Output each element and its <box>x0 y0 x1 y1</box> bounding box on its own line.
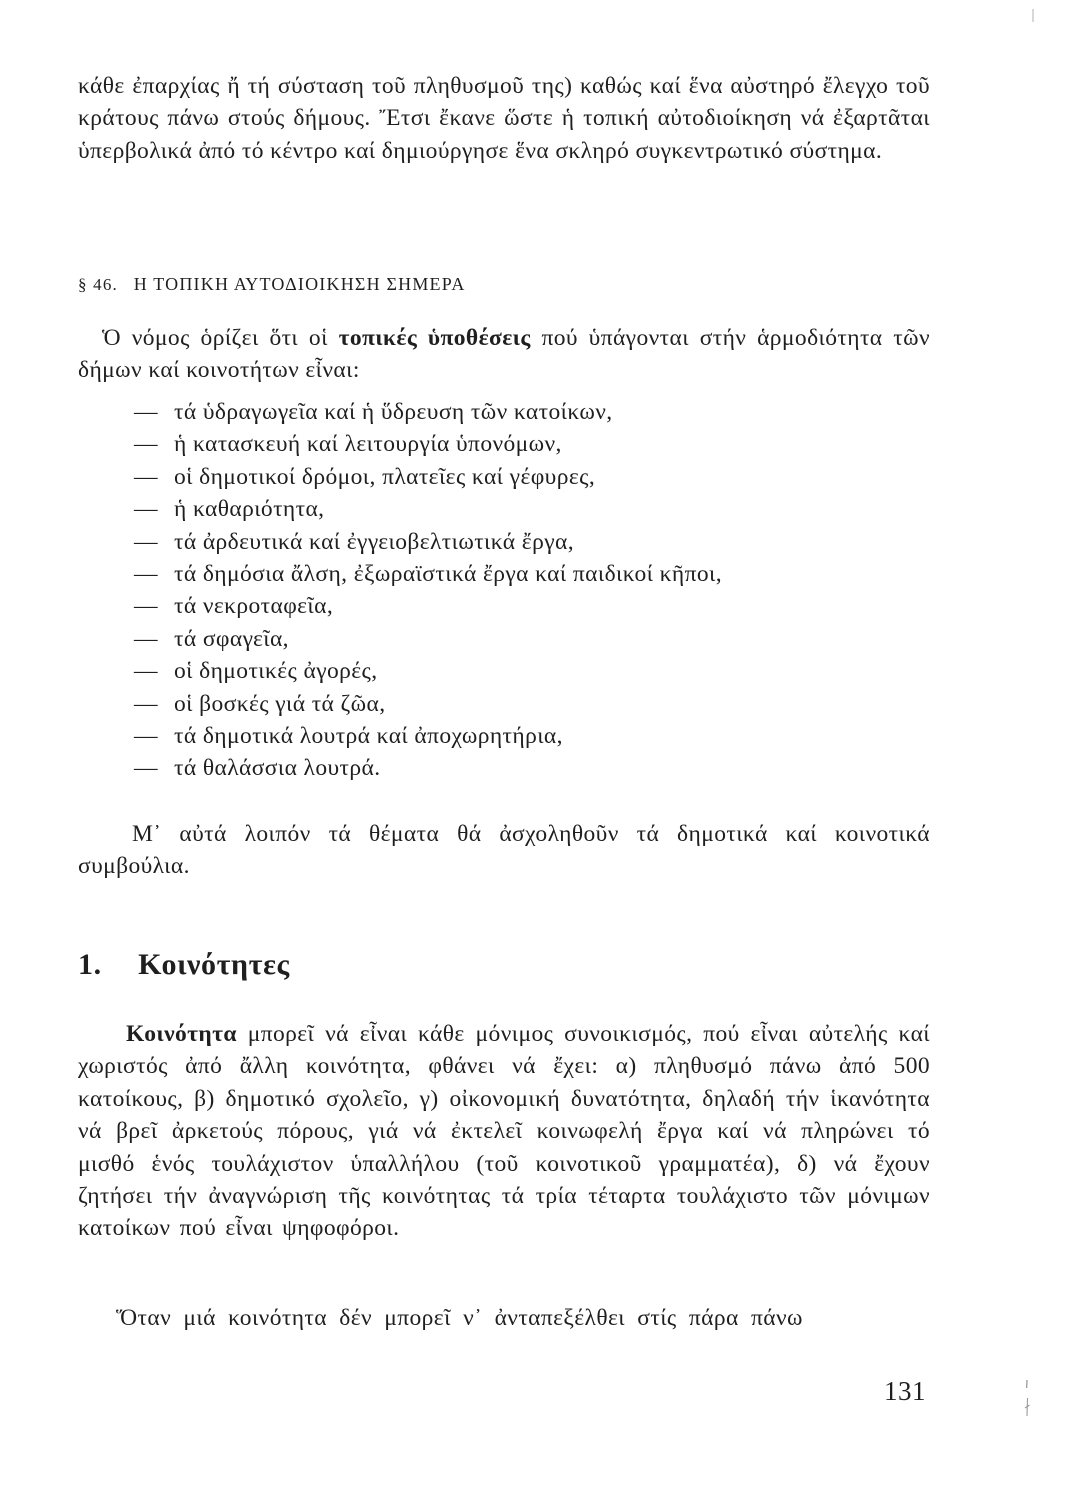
list-item: — τά δημόσια ἄλση, ἐξωραϊστικά ἔργα καί παιδικοί κῆποι, <box>134 561 722 588</box>
chapter-heading <box>78 948 290 982</box>
section-intro-after: πού ὑπάγονται στήν ἁρμοδιότητα τῶν δήμων καί κοινοτήτων εἶναι: <box>78 325 931 384</box>
community-definition-text: μπορεῖ νά εἶναι κάθε μόνιμος συνοικισμός, πού εἶναι αὐτελής καί χωριστός ἀπό ἄλλη κοινότητα, φθάνει νά ἔχει: α) πληθυσμό πάνω ἀπό 500 κατοίκους, β) δημοτικό σχολεῖο, γ) οἰκονομική δυνατότητα, δηλαδή τήν ἱκανότητα νά βρεῖ ἀρκετούς πόρους, γιά νά ἐκτελεῖ κοινωφελή ἔργα καί νά πληρώνει τό μισθό ἑνός τουλάχιστον ὑπαλλήλου (τοῦ κοινοτικοῦ γραμματέα), δ) νά ἔχουν ζητήσει τήν ἀναγνώριση τῆς κοινότητας τά τρία τέταρτα τουλάχιστο τῶν μόνιμων κατοίκων πού εἶναι ψηφοφόροι. <box>78 1021 931 1242</box>
list-item: — τά δημοτικά λουτρά καί ἀποχωρητήρια, <box>134 723 563 750</box>
margin-pencil-mark <box>1023 1378 1031 1422</box>
section-intro-before: Ὁ νόμος ὁρίζει ὅτι οἱ <box>102 325 328 351</box>
section-title: Η ΤΟΠΙΚΗ ΑΥΤΟΔΙΟΙΚΗΣΗ ΣΗΜΕΡΑ <box>133 274 466 294</box>
local-affairs-list <box>134 396 934 785</box>
list-item: — ἡ κατασκευή καί λειτουργία ὑπονόμων, <box>134 431 562 458</box>
section-number: § 46. <box>78 275 118 294</box>
list-item: — τά ὑδραγωγεῖα καί ἡ ὕδρευση τῶν κατοίκων, <box>134 399 613 425</box>
list-item: — τά ἀρδευτικά καί ἐγγειοβελτιωτικά ἔργα, <box>134 528 574 555</box>
list-item: — τά σφαγεῖα, <box>134 625 289 652</box>
community-term: Κοινότητα <box>126 1021 237 1047</box>
chapter-number: 1. <box>78 948 102 981</box>
section-intro-paragraph <box>78 322 930 387</box>
list-item: — οἱ δημοτικοί δρόμοι, πλατεῖες καί γέφυρες, <box>134 463 596 490</box>
list-item: — τά θαλάσσια λουτρά. <box>134 755 381 782</box>
chapter-title: Κοινότητες <box>138 948 290 981</box>
continuation-paragraph: Ὅταν μιά κοινότητα δέν μπορεῖ ν᾿ ἀνταπεξέλθει στίς πάρα πάνω <box>116 1305 803 1331</box>
community-definition-paragraph <box>78 1018 930 1245</box>
list-item: — οἱ βοσκές γιά τά ζῶα, <box>134 690 386 717</box>
intro-paragraph: κάθε ἐπαρχίας ἤ τή σύσταση τοῦ πληθυσμοῦ της) καθώς καί ἕνα αὐστηρό ἔλεγχο τοῦ κράτους πάνω στούς δήμους. Ἔτσι ἔκανε ὥστε ἡ τοπική αὐτοδιοίκηση νά ἐξαρτᾶται ὑπερβολικά ἀπό τό κέντρο καί δημιούργησε ἕνα σκληρό συγκεντρωτικό σύστημα. <box>78 73 930 164</box>
list-item: — τά νεκροταφεῖα, <box>134 593 334 620</box>
scan-speck-mark <box>1030 8 1036 24</box>
local-affairs-term: τοπικές ὑποθέσεις <box>338 325 531 351</box>
list-item: — οἱ δημοτικές ἀγορές, <box>134 658 378 685</box>
section-closing-paragraph: Μ᾿ αὐτά λοιπόν τά θέματα θά ἀσχοληθοῦν τά δημοτικά καί κοινοτικά συμβούλια. <box>78 821 930 880</box>
page-number: 131 <box>884 1376 926 1406</box>
list-item: — ἡ καθαριότητα, <box>134 496 325 523</box>
section-heading <box>78 270 466 299</box>
